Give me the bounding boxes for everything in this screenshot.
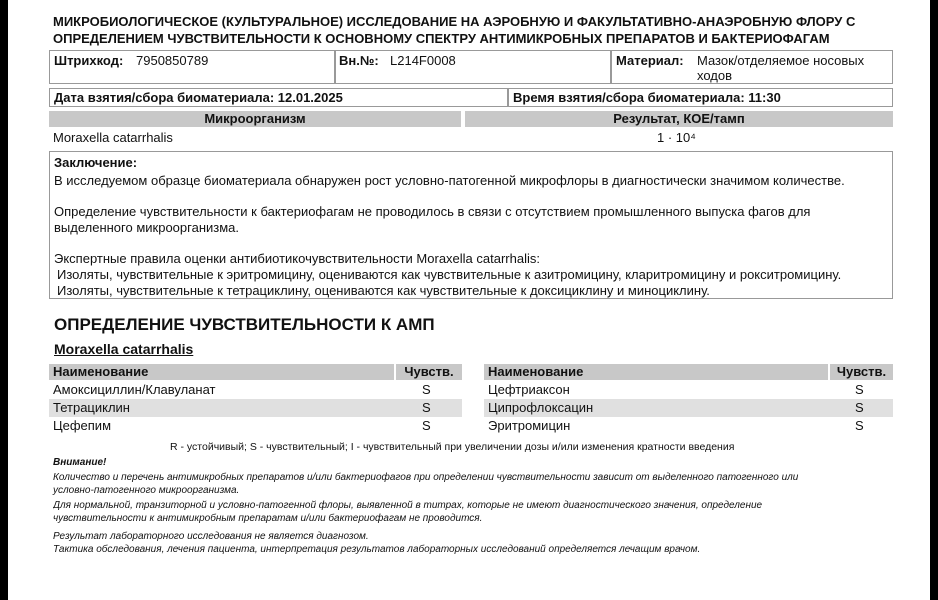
result-column-header	[465, 111, 893, 127]
right-name-header	[484, 364, 828, 380]
material-value-line-2: ходов	[697, 68, 733, 83]
note-1-line-1: Количество и перечень антимикробных препаратов и/или бактериофагов при определении чувствительности зависит от выделенного патогенного или	[53, 472, 799, 483]
report-title-line-1: МИКРОБИОЛОГИЧЕСКОЕ (КУЛЬТУРАЛЬНОЕ) ИССЛЕДОВАНИЕ НА АЭРОБНУЮ И ФАКУЛЬТАТИВНО-АНАЭРОБНУЮ ФЛОРУ С	[53, 14, 856, 29]
note-3: Результат лабораторного исследования не является диагнозом.	[53, 531, 369, 542]
conclusion-rule-1: Изоляты, чувствительные к эритромицину, оцениваются как чувствительные к азитромицину, кларитромицину и рокситромицину.	[57, 267, 842, 282]
internal-number-value: L214F0008	[390, 53, 456, 68]
note-4: Тактика обследования, лечения пациента, интерпретация результатов лабораторных исследований определяется лечащим врачом.	[53, 544, 701, 555]
collection-time: Время взятия/сбора биоматериала: 11:30	[513, 90, 781, 105]
left-name-header	[49, 364, 394, 380]
note-2-line-2: чувствительности к антимикробным препаратам и/или бактериофагам не проводится.	[53, 513, 483, 524]
left-drug-sens: S	[422, 382, 431, 397]
conclusion-label: Заключение:	[54, 155, 138, 170]
right-name-header-label: Наименование	[488, 364, 584, 379]
internal-number-box	[334, 50, 611, 84]
barcode-box	[49, 50, 336, 84]
left-drug-name: Тетрациклин	[53, 400, 130, 415]
material-box	[611, 50, 893, 84]
right-drug-name: Эритромицин	[488, 418, 571, 433]
left-sens-header-label: Чувств.	[404, 364, 454, 379]
material-label: Материал:	[616, 53, 684, 68]
conclusion-paragraph-2-line-1: Определение чувствительности к бактериофагам не проводилось в связи с отсутствием промышленного выпуска фагов для	[54, 204, 811, 219]
conclusion-box	[49, 151, 893, 299]
sensitivity-legend: R - устойчивый; S - чувствительный; I - чувствительный при увеличении дозы и/или изменения кратности введения	[170, 441, 735, 453]
left-drug-name: Цефепим	[53, 418, 112, 433]
right-drug-sens: S	[855, 418, 864, 433]
right-drug-name: Ципрофлоксацин	[488, 400, 594, 415]
internal-number-label: Вн.№:	[339, 53, 379, 68]
conclusion-paragraph-1: В исследуемом образце биоматериала обнаружен рост условно-патогенной микрофлоры в диагностически значимом количестве.	[54, 173, 845, 188]
barcode-label: Штрихкод:	[54, 53, 124, 68]
result-column-label: Результат, КОЕ/тамп	[613, 111, 745, 126]
date-box	[49, 88, 508, 107]
result-value: 1 · 10⁴	[657, 130, 696, 145]
conclusion-paragraph-2-line-2: выделенного микроорганизма.	[54, 220, 240, 235]
time-box	[508, 88, 893, 107]
report-page	[8, 0, 930, 600]
report-title-line-2: ОПРЕДЕЛЕНИЕМ ЧУВСТВИТЕЛЬНОСТИ К ОСНОВНОМУ СПЕКТРУ АНТИМИКРОБНЫХ ПРЕПАРАТОВ И БАКТЕРИОФАГАМ	[53, 31, 830, 46]
material-value-line-1: Мазок/отделяемое носовых	[697, 53, 865, 68]
result-organism: Moraxella catarrhalis	[53, 130, 173, 145]
attention-label: Внимание!	[53, 457, 107, 468]
left-name-header-label: Наименование	[53, 364, 149, 379]
collection-date: Дата взятия/сбора биоматериала: 12.01.2025	[54, 90, 343, 105]
right-drug-sens: S	[855, 382, 864, 397]
amp-organism-heading: Moraxella catarrhalis	[54, 341, 194, 357]
barcode-value: 7950850789	[136, 53, 209, 68]
conclusion-rule-2: Изоляты, чувствительные к тетрациклину, оцениваются как чувствительные к доксициклину и миноциклину.	[57, 283, 710, 298]
organism-column-label: Микроорганизм	[204, 111, 306, 126]
organism-column-header	[49, 111, 461, 127]
conclusion-paragraph-3: Экспертные правила оценки антибиотикочувствительности Moraxella catarrhalis:	[54, 251, 540, 266]
left-drug-name: Амоксициллин/Клавуланат	[53, 382, 216, 397]
right-drug-sens: S	[855, 400, 864, 415]
amp-section-title: ОПРЕДЕЛЕНИЕ ЧУВСТВИТЕЛЬНОСТИ К АМП	[54, 315, 435, 334]
right-drug-name: Цефтриаксон	[488, 382, 570, 397]
right-sens-header	[830, 364, 893, 380]
left-drug-sens: S	[422, 400, 431, 415]
note-2-line-1: Для нормальной, транзиторной и условно-патогенной флоры, выявленной в титрах, которые не имеют диагностического значения, определение	[53, 500, 763, 511]
left-drug-sens: S	[422, 418, 431, 433]
right-sens-header-label: Чувств.	[836, 364, 887, 379]
left-sens-header	[396, 364, 462, 380]
note-1-line-2: условно-патогенного микроорганизма.	[53, 485, 240, 496]
